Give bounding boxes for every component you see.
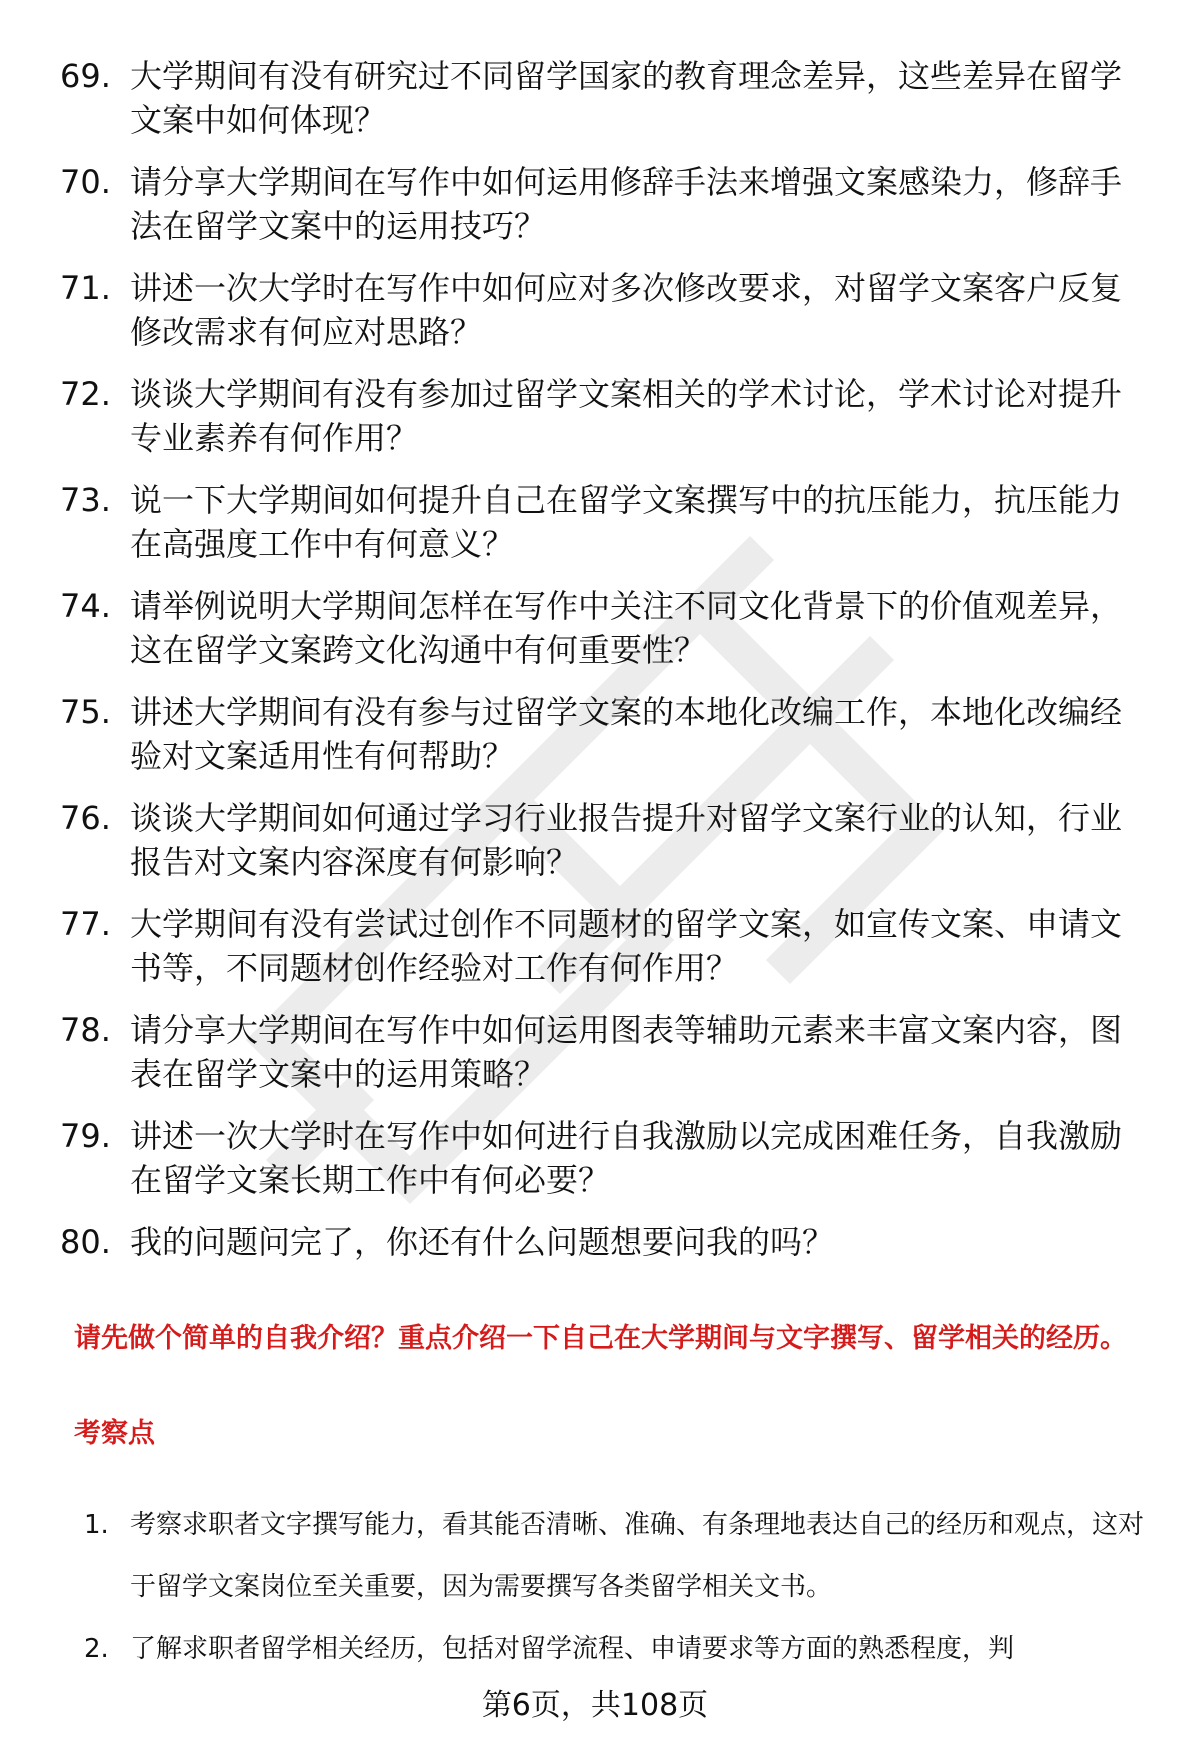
question-text: 谈谈大学期间如何通过学习行业报告提升对留学文案行业的认知，行业报告对文案内容深度有何影响？ [130,799,1123,881]
assessment-point-text: 了解求职者留学相关经历，包括对留学流程、申请要求等方面的熟悉程度，判 [130,1634,1015,1664]
question-number: 73. [60,481,111,519]
question-text: 谈谈大学期间有没有参加过留学文案相关的学术讨论，学术讨论对提升专业素养有何作用？ [130,375,1123,457]
question-number: 74. [60,587,111,625]
question-text: 讲述一次大学时在写作中如何应对多次修改要求，对留学文案客户反复修改需求有何应对思路？ [130,269,1123,351]
question-number: 77. [60,905,111,943]
question-text: 请分享大学期间在写作中如何运用修辞手法来增强文案感染力，修辞手法在留学文案中的运用技巧？ [130,163,1123,245]
assessment-points-label: 考察点 [74,1418,155,1449]
question-item [60,160,1150,248]
question-item [60,478,1150,566]
question-text: 请举例说明大学期间怎样在写作中关注不同文化背景下的价值观差异，这在留学文案跨文化沟通中有何重要性？ [130,587,1123,669]
page-number-footer: 第6页，共108页 [481,1688,709,1723]
question-item [60,796,1150,884]
question-item [60,372,1150,460]
assessment-point-number: 2. [84,1634,109,1664]
assessment-point-item [84,1494,1156,1618]
question-number: 71. [60,269,111,307]
question-number: 72. [60,375,111,413]
question-text: 讲述一次大学时在写作中如何进行自我激励以完成困难任务，自我激励在留学文案长期工作中有何必要？ [130,1117,1123,1199]
question-number: 78. [60,1011,111,1049]
question-item [60,902,1150,990]
question-list [60,54,1150,1282]
question-text: 请分享大学期间在写作中如何运用图表等辅助元素来丰富文案内容，图表在留学文案中的运用策略？ [130,1011,1123,1093]
question-item [60,54,1150,142]
question-number: 79. [60,1117,111,1155]
question-text: 我的问题问完了，你还有什么问题想要问我的吗？ [130,1223,835,1261]
question-number: 76. [60,799,111,837]
question-text: 大学期间有没有尝试过创作不同题材的留学文案，如宣传文案、申请文书等，不同题材创作经验对工作有何作用？ [130,905,1123,987]
question-item [60,584,1150,672]
question-number: 69. [60,57,111,95]
assessment-point-item [84,1618,1156,1680]
assessment-points-list [84,1494,1156,1680]
assessment-point-number: 1. [84,1510,109,1540]
question-item [60,1220,1150,1264]
question-item [60,266,1150,354]
question-text: 大学期间有没有研究过不同留学国家的教育理念差异，这些差异在留学文案中如何体现？ [130,57,1123,139]
assessment-point-text: 考察求职者文字撰写能力，看其能否清晰、准确、有条理地表达自己的经历和观点，这对于留学文案岗位至关重要，因为需要撰写各类留学相关文书。 [130,1510,1145,1602]
question-number: 80. [60,1223,111,1261]
answer-question-heading: 请先做个简单的自我介绍？重点介绍一下自己在大学期间与文字撰写、留学相关的经历。 [74,1323,1127,1354]
question-item [60,1114,1150,1202]
question-text: 说一下大学期间如何提升自己在留学文案撰写中的抗压能力，抗压能力在高强度工作中有何意义？ [130,481,1123,563]
question-item [60,690,1150,778]
question-text: 讲述大学期间有没有参与过留学文案的本地化改编工作，本地化改编经验对文案适用性有何帮助？ [130,693,1123,775]
question-number: 70. [60,163,111,201]
question-number: 75. [60,693,111,731]
question-item [60,1008,1150,1096]
